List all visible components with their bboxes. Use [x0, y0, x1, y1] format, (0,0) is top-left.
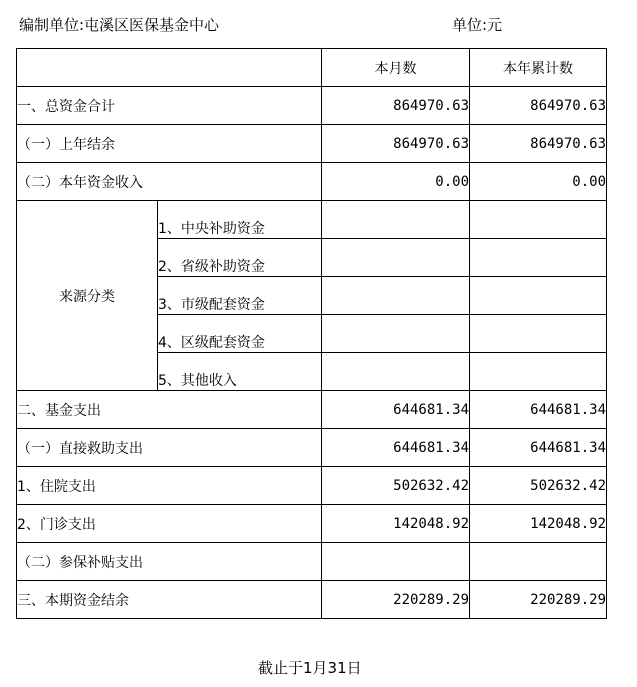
- reporting-unit: 编制单位:屯溪区医保基金中心: [19, 16, 220, 34]
- source-item-label: 5、其他收入: [158, 353, 322, 391]
- source-item-label: 3、市级配套资金: [158, 277, 322, 315]
- month-value: [322, 315, 470, 353]
- table-row: [17, 543, 607, 581]
- year-value: [470, 543, 607, 581]
- row-label: （二）参保补贴支出: [17, 543, 322, 581]
- month-value: [322, 277, 470, 315]
- year-value: 644681.34: [470, 429, 607, 467]
- month-value: 220289.29: [322, 581, 470, 619]
- year-value: [470, 315, 607, 353]
- currency-unit: 单位:元: [452, 16, 503, 34]
- cutoff-date-note: 截止于1月31日: [258, 659, 362, 677]
- row-label: 三、本期资金结余: [17, 581, 322, 619]
- month-value: [322, 353, 470, 391]
- source-row: [17, 201, 607, 239]
- year-value: 644681.34: [470, 391, 607, 429]
- header-blank-cell: [17, 49, 322, 87]
- table-row: [17, 581, 607, 619]
- table-header-row: [17, 49, 607, 87]
- source-item-label: 1、中央补助资金: [158, 201, 322, 239]
- month-value: 644681.34: [322, 429, 470, 467]
- year-value: 220289.29: [470, 581, 607, 619]
- table-row: [17, 125, 607, 163]
- month-value: 502632.42: [322, 467, 470, 505]
- row-label: （一）直接救助支出: [17, 429, 322, 467]
- row-label: 一、总资金合计: [17, 87, 322, 125]
- row-label: 二、基金支出: [17, 391, 322, 429]
- month-value: 644681.34: [322, 391, 470, 429]
- year-value: [470, 353, 607, 391]
- row-label: 1、住院支出: [17, 467, 322, 505]
- year-value: 142048.92: [470, 505, 607, 543]
- year-value: 0.00: [470, 163, 607, 201]
- month-value: 864970.63: [322, 87, 470, 125]
- fund-report-table: [16, 48, 607, 619]
- source-category-label: 来源分类: [17, 201, 158, 391]
- month-value: [322, 239, 470, 277]
- year-value: [470, 239, 607, 277]
- month-value: 864970.63: [322, 125, 470, 163]
- month-value: [322, 543, 470, 581]
- table-row: [17, 429, 607, 467]
- row-label: （一）上年结余: [17, 125, 322, 163]
- col-header-month: 本月数: [322, 49, 470, 87]
- year-value: 864970.63: [470, 87, 607, 125]
- year-value: 502632.42: [470, 467, 607, 505]
- year-value: 864970.63: [470, 125, 607, 163]
- table-row: [17, 505, 607, 543]
- table-row: [17, 163, 607, 201]
- month-value: [322, 201, 470, 239]
- table-row: [17, 87, 607, 125]
- table-row: [17, 391, 607, 429]
- table-row: [17, 467, 607, 505]
- col-header-year: 本年累计数: [470, 49, 607, 87]
- row-label: （二）本年资金收入: [17, 163, 322, 201]
- month-value: 142048.92: [322, 505, 470, 543]
- year-value: [470, 201, 607, 239]
- row-label: 2、门诊支出: [17, 505, 322, 543]
- source-item-label: 2、省级补助资金: [158, 239, 322, 277]
- year-value: [470, 277, 607, 315]
- source-item-label: 4、区级配套资金: [158, 315, 322, 353]
- month-value: 0.00: [322, 163, 470, 201]
